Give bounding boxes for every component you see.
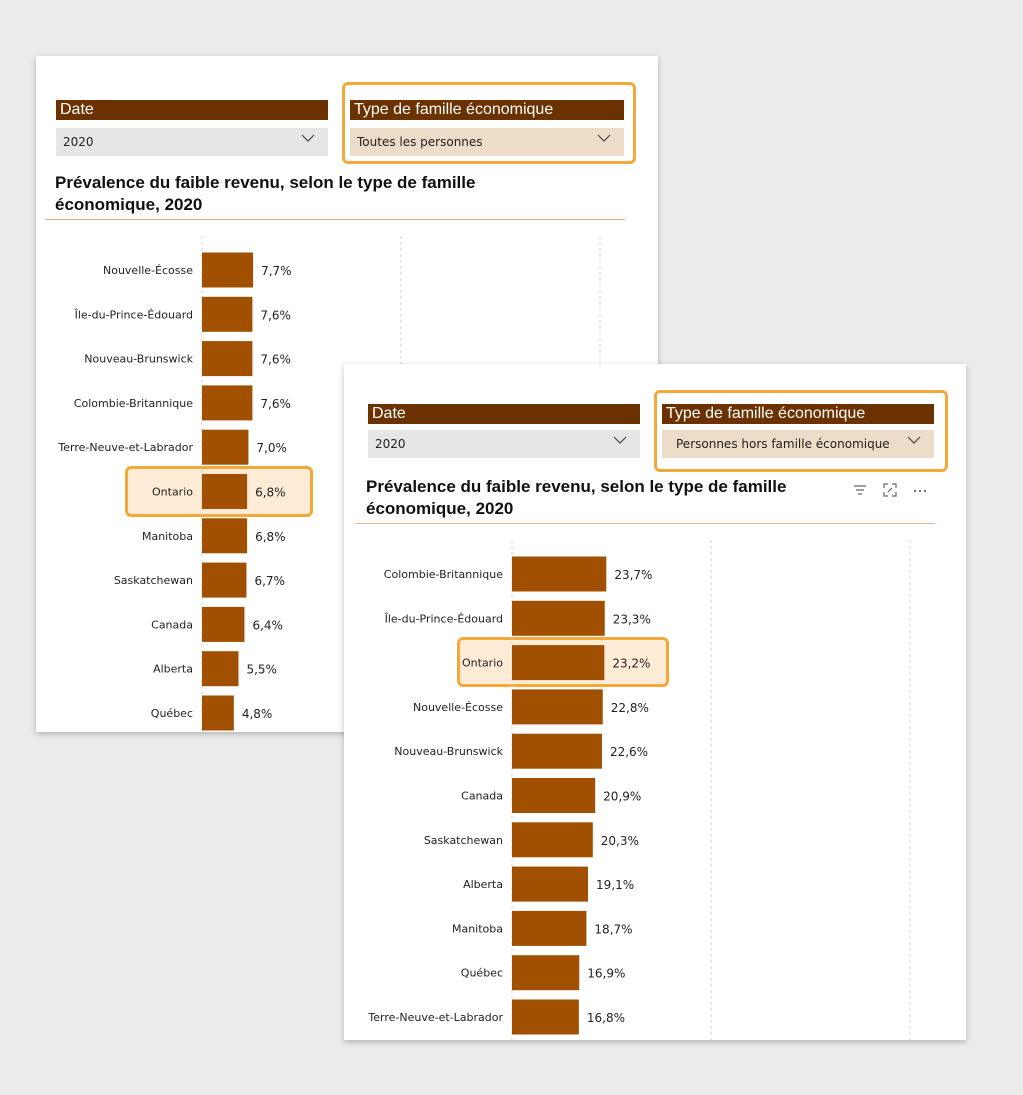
bar bbox=[512, 645, 604, 680]
family-slicer-title: Type de famille économique bbox=[350, 100, 624, 120]
value-label: 16,9% bbox=[587, 966, 626, 981]
category-label: Nouvelle-Écosse bbox=[102, 264, 193, 277]
category-label: Canada bbox=[461, 789, 503, 803]
date-slicer-title: Date bbox=[56, 100, 328, 120]
bar bbox=[512, 734, 602, 769]
category-label: Québec bbox=[460, 966, 503, 980]
bar bbox=[202, 563, 246, 598]
bar bbox=[512, 822, 593, 857]
category-label: Ontario bbox=[152, 485, 193, 499]
value-label: 6,8% bbox=[255, 529, 286, 544]
bar bbox=[202, 518, 247, 553]
chart-title-line1: Prévalence du faible revenu, selon le type de famille bbox=[366, 477, 787, 496]
value-label: 7,7% bbox=[261, 264, 292, 278]
date-dropdown-value: 2020 bbox=[63, 135, 94, 149]
value-label: 20,3% bbox=[600, 833, 639, 848]
value-label: 18,7% bbox=[594, 922, 633, 937]
value-label: 22,8% bbox=[610, 700, 649, 715]
bar bbox=[202, 430, 248, 465]
bar bbox=[512, 867, 588, 902]
value-label: 5,5% bbox=[246, 662, 277, 677]
category-label: Terre-Neuve-et-Labrador bbox=[368, 1011, 503, 1024]
chart-title-line2: économique, 2020 bbox=[366, 499, 514, 518]
category-label: Alberta bbox=[153, 662, 193, 676]
category-label: Nouveau-Brunswick bbox=[394, 745, 503, 759]
category-label: Terre-Neuve-et-Labrador bbox=[58, 441, 193, 455]
value-label: 20,9% bbox=[603, 789, 642, 804]
value-label: 23,7% bbox=[614, 568, 653, 582]
bar-chart-unattached-persons bbox=[344, 364, 966, 1040]
category-label: Alberta bbox=[463, 878, 503, 892]
category-label: Ontario bbox=[462, 656, 503, 670]
bar bbox=[202, 385, 252, 420]
category-label: Saskatchewan bbox=[423, 833, 503, 847]
value-label: 7,6% bbox=[260, 352, 291, 367]
category-label: Saskatchewan bbox=[113, 574, 193, 588]
bar bbox=[512, 557, 606, 592]
bar bbox=[512, 689, 603, 724]
bar bbox=[512, 778, 595, 813]
bar bbox=[202, 253, 253, 288]
category-label: Colombie-Britannique bbox=[383, 568, 503, 581]
value-label: 6,8% bbox=[255, 485, 286, 500]
bar bbox=[202, 341, 252, 376]
category-label: Québec bbox=[150, 707, 193, 720]
bar bbox=[202, 474, 247, 509]
bar bbox=[512, 911, 586, 946]
category-label: Nouvelle-Écosse bbox=[412, 700, 503, 714]
category-label: Île-du-Prince-Édouard bbox=[384, 612, 503, 626]
category-label: Colombie-Britannique bbox=[73, 396, 193, 410]
bar bbox=[512, 601, 605, 636]
report-panel-unattached-persons bbox=[344, 364, 966, 1040]
category-label: Île-du-Prince-Édouard bbox=[74, 308, 193, 322]
category-label: Canada bbox=[151, 618, 193, 632]
value-label: 23,3% bbox=[612, 612, 651, 627]
value-label: 6,7% bbox=[254, 574, 285, 589]
value-label: 7,6% bbox=[260, 308, 291, 323]
value-label: 7,0% bbox=[256, 441, 287, 456]
category-label: Manitoba bbox=[141, 529, 193, 543]
bar bbox=[202, 651, 238, 686]
bar bbox=[202, 607, 244, 642]
value-label: 19,1% bbox=[596, 878, 635, 893]
bar bbox=[202, 297, 252, 332]
family-dropdown-value: Toutes les personnes bbox=[357, 135, 483, 149]
bar bbox=[202, 696, 234, 731]
value-label: 22,6% bbox=[609, 745, 649, 760]
bar bbox=[512, 955, 579, 990]
category-label: Manitoba bbox=[451, 922, 503, 936]
value-label: 4,8% bbox=[241, 707, 273, 721]
value-label: 16,8% bbox=[586, 1011, 625, 1025]
bar bbox=[512, 1000, 579, 1035]
value-label: 6,4% bbox=[252, 618, 283, 633]
value-label: 7,6% bbox=[260, 396, 291, 411]
date-dropdown-value: 2020 bbox=[375, 437, 406, 451]
category-label: Nouveau-Brunswick bbox=[84, 352, 193, 366]
family-dropdown-value: Personnes hors famille économique bbox=[676, 437, 890, 451]
chart-title-line1: Prévalence du faible revenu, selon le type de famille bbox=[55, 173, 476, 192]
date-slicer-title: Date bbox=[368, 404, 640, 424]
family-slicer-title: Type de famille économique bbox=[662, 404, 934, 424]
chart-title-line2: économique, 2020 bbox=[55, 195, 203, 214]
value-label: 23,2% bbox=[612, 656, 651, 671]
